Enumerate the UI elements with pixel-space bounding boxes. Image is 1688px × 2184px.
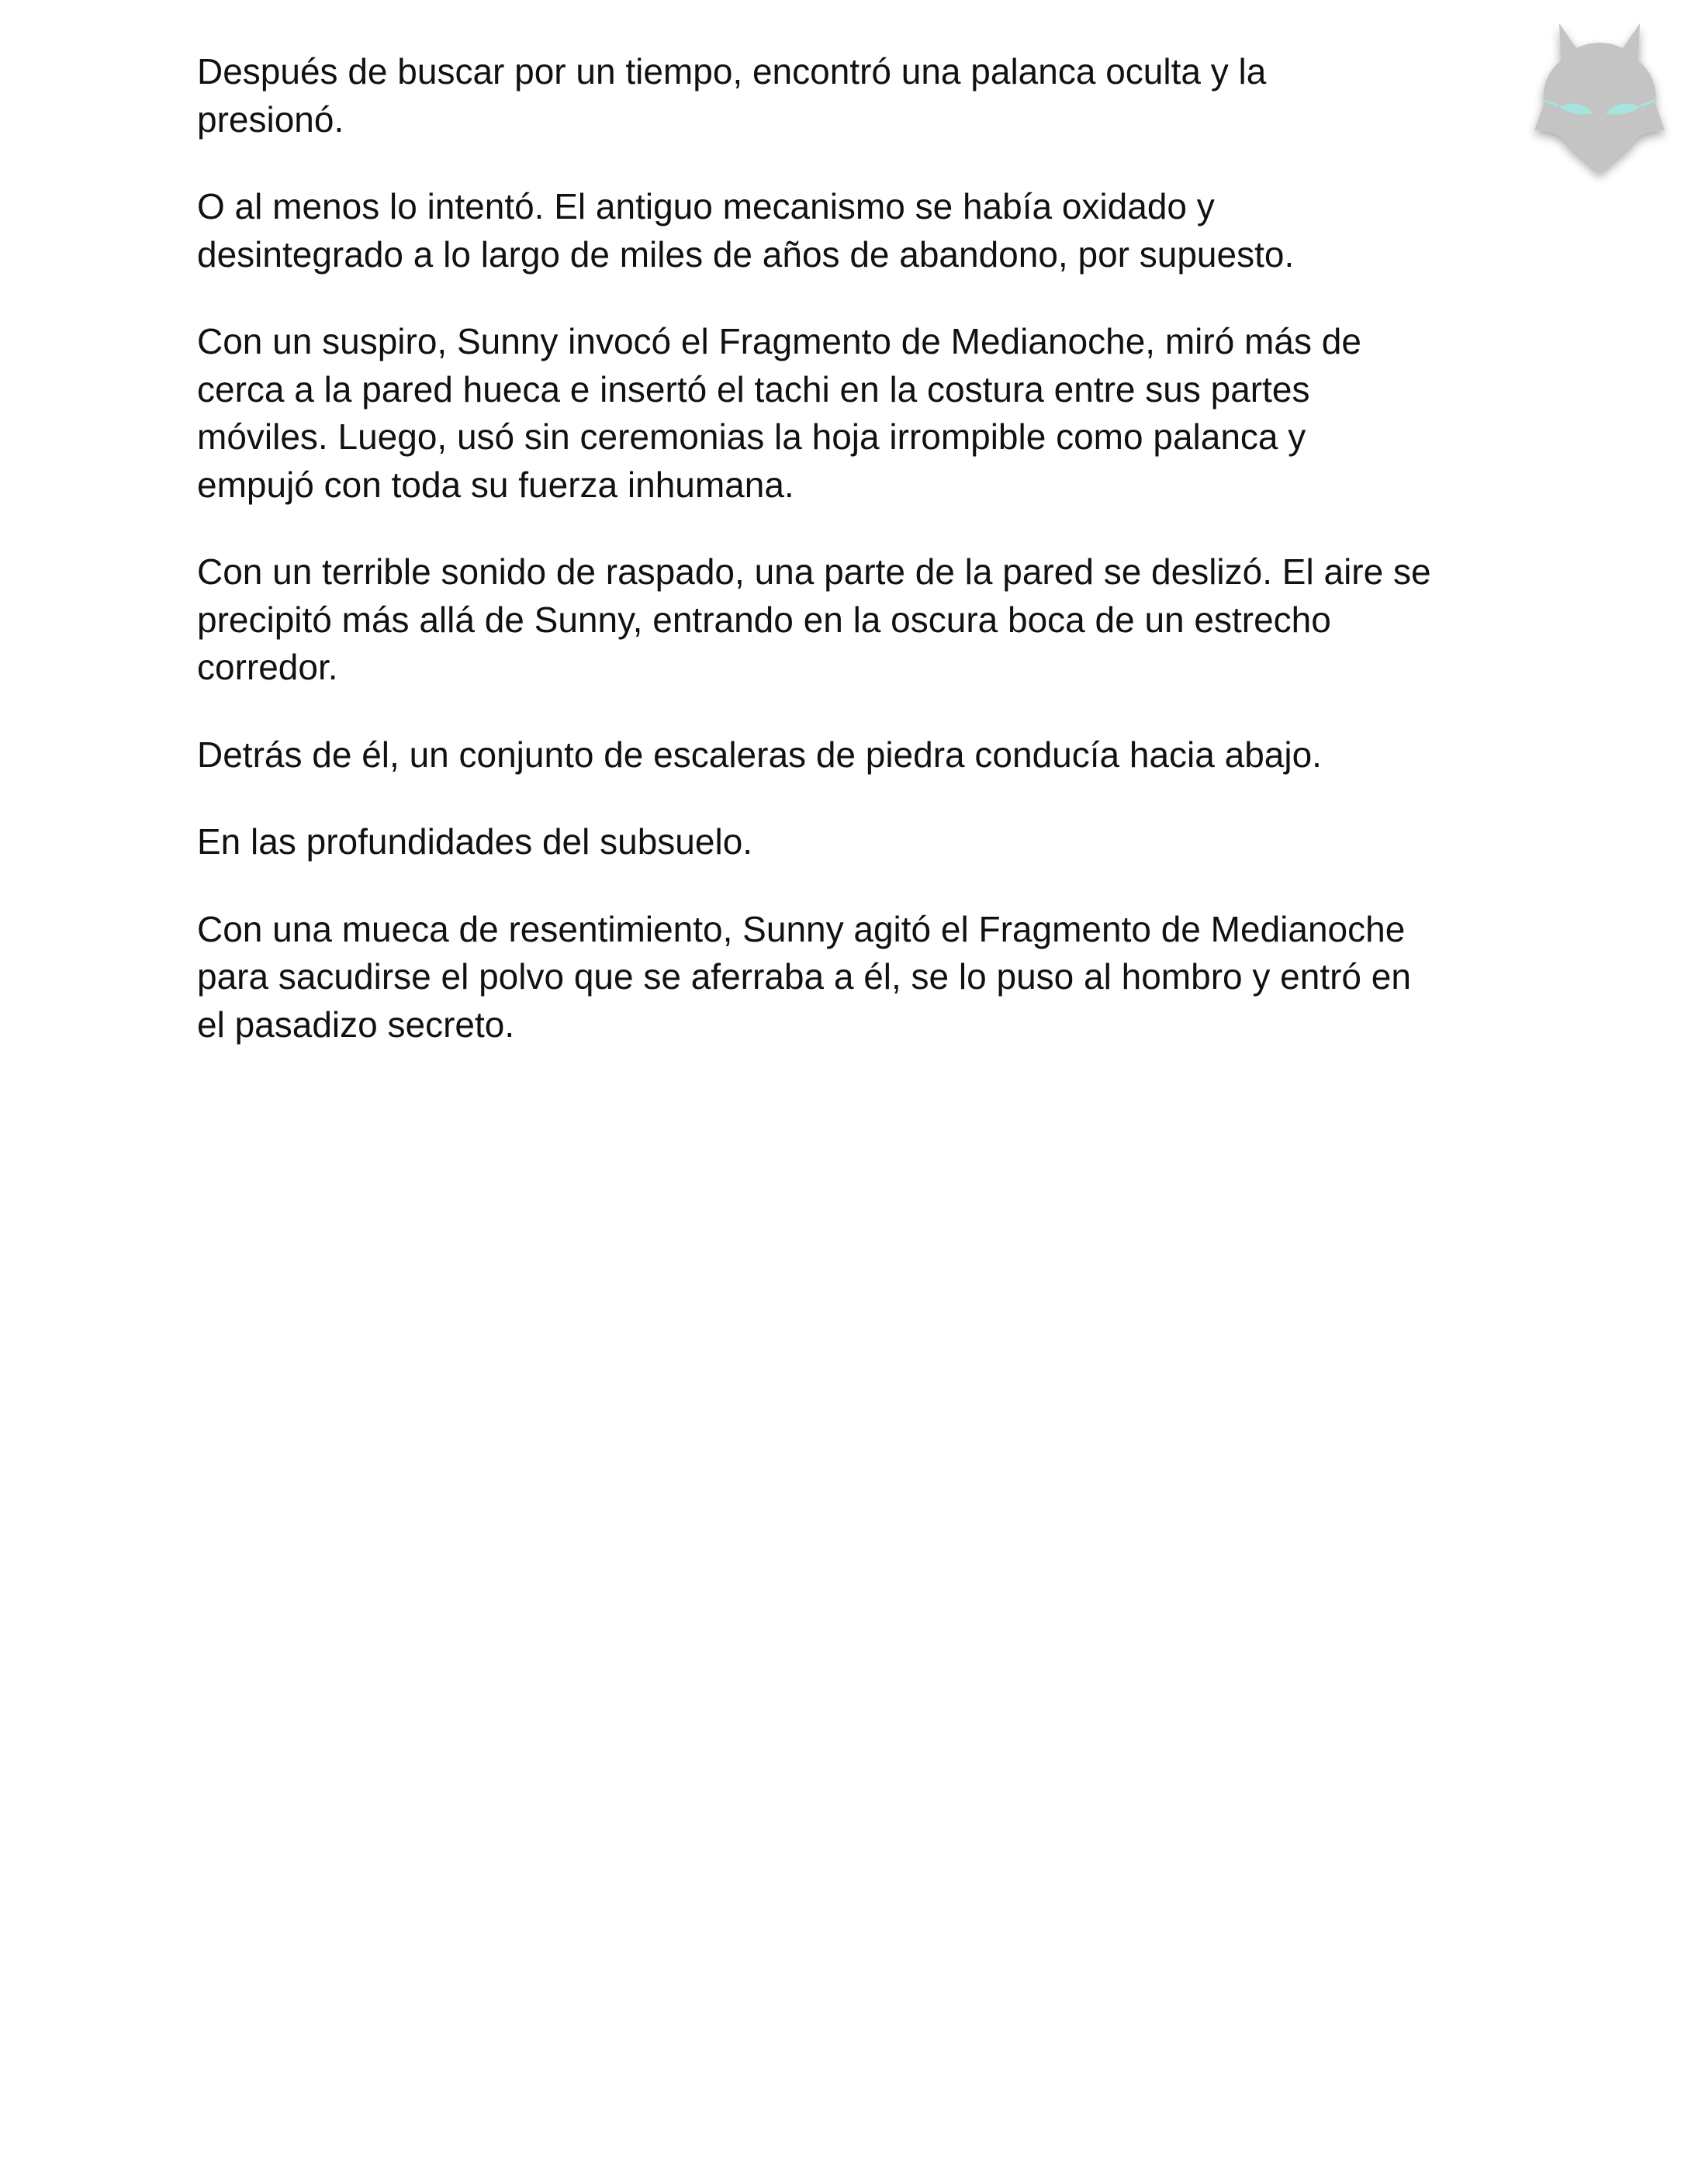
text-line: Con una mueca de resentimiento, Sunny agitó el Fragmento de Medianoche xyxy=(197,908,1406,949)
text-line: O al menos lo intentó. El antiguo mecanismo se había oxidado y xyxy=(197,186,1215,226)
text-line: Detrás de él, un conjunto de escaleras de piedra conducía hacia abajo. xyxy=(197,734,1322,775)
text-line: para sacudirse el polvo que se aferraba a él, se lo puso al hombro y entró en xyxy=(197,956,1411,997)
text-line: móviles. Luego, usó sin ceremonias la hoja irrompible como palanca y xyxy=(197,416,1306,457)
paragraph xyxy=(197,548,1516,692)
paragraph xyxy=(197,818,1516,866)
text-line: Con un suspiro, Sunny invocó el Fragmento de Medianoche, miró más de xyxy=(197,321,1361,361)
text-line: cerca a la pared hueca e insertó el tachi en la costura entre sus partes xyxy=(197,368,1310,410)
paragraph xyxy=(197,731,1516,779)
demon-head-shape xyxy=(1534,23,1665,173)
text-line: corredor. xyxy=(197,647,338,687)
text-line: presionó. xyxy=(197,98,344,140)
text-line: empujó con toda su fuerza inhumana. xyxy=(197,464,794,505)
paragraph xyxy=(197,48,1516,143)
text-line: Después de buscar por un tiempo, encontró una palanca oculta y la xyxy=(197,51,1267,92)
paragraph xyxy=(197,906,1516,1049)
text-line: el pasadizo secreto. xyxy=(197,1004,515,1045)
paragraph xyxy=(197,318,1516,509)
text-line: En las profundidades del subsuelo. xyxy=(197,821,753,862)
paragraph xyxy=(197,183,1516,278)
text-line: desintegrado a lo largo de miles de años de abandono, por supuesto. xyxy=(197,233,1295,275)
demon-head-icon xyxy=(1522,14,1677,185)
document-body xyxy=(197,48,1516,1088)
text-line: Con un terrible sonido de raspado, una parte de la pared se deslizó. El aire se xyxy=(197,551,1431,592)
text-line: precipitó más allá de Sunny, entrando en la oscura boca de un estrecho xyxy=(197,599,1331,640)
